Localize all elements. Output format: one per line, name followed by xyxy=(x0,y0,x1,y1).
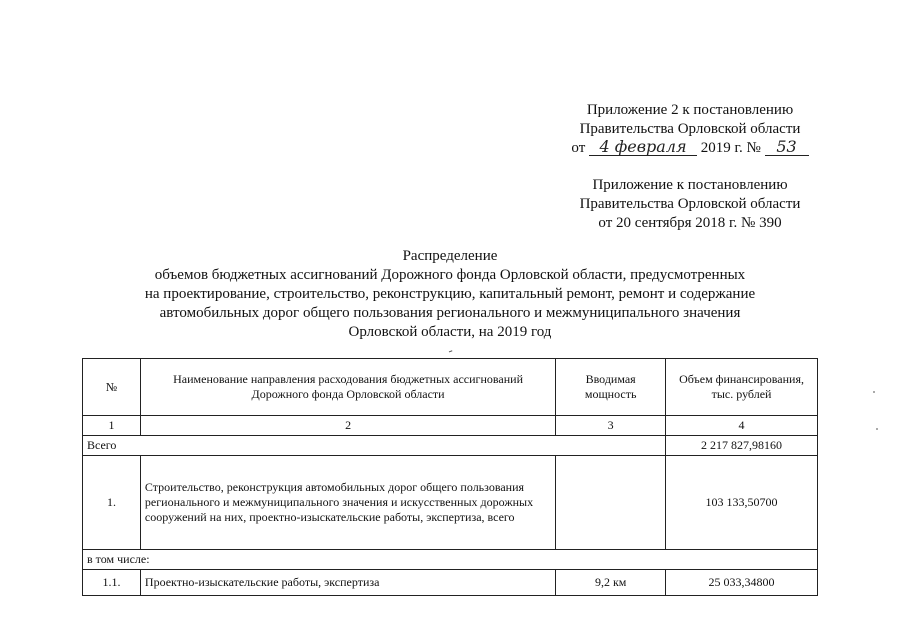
header-capacity: Вводимая мощность xyxy=(556,359,666,416)
handwritten-date: 4 февраля xyxy=(589,139,697,156)
title-line: объемов бюджетных ассигнований Дорожного фонда Орловской области, предусмотренных xyxy=(154,267,746,283)
budget-table xyxy=(82,358,818,596)
col-number: 2 xyxy=(140,416,555,436)
col-number: 3 xyxy=(556,416,666,436)
row-name: Строительство, реконструкция автомобильных дорог общего пользования регионального и межмуниципального значения и искусственных дорожных сооружений на них, проектно-изыскательские работы, экспертиза, всего xyxy=(140,456,555,550)
header-row xyxy=(83,359,818,416)
row-capacity xyxy=(556,456,666,550)
title-line: автомобильных дорог общего пользования регионального и межмуниципального значения xyxy=(159,305,741,321)
title-line: Орловской области, на 2019 год xyxy=(348,324,552,340)
row-capacity: 9,2 км xyxy=(556,570,666,596)
date-prefix: от xyxy=(571,140,586,156)
title-line: на проектирование, строительство, реконструкцию, капитальный ремонт, ремонт и содержание xyxy=(144,286,756,302)
col-number: 4 xyxy=(666,416,818,436)
appendix-line: Приложение к постановлению xyxy=(592,177,788,193)
scan-speck xyxy=(876,428,878,430)
row-amount: 25 033,34800 xyxy=(666,570,818,596)
appendix-line: Приложение 2 к постановлению xyxy=(586,102,794,118)
header-amount: Объем финансирования, тыс. рублей xyxy=(666,359,818,416)
header-num: № xyxy=(83,359,141,416)
scan-speck xyxy=(873,391,875,393)
row-num: 1.1. xyxy=(83,570,141,596)
date-suffix: 2019 г. № xyxy=(700,140,761,156)
row-name: Проектно-изыскательские работы, экспертиза xyxy=(140,570,555,596)
total-label: Всего xyxy=(83,436,666,456)
appendix-original-header xyxy=(530,176,850,233)
document-title xyxy=(120,247,780,342)
appendix-line: Правительства Орловской области xyxy=(579,196,801,212)
appendix-line: Правительства Орловской области xyxy=(579,121,801,137)
row-amount: 103 133,50700 xyxy=(666,456,818,550)
total-amount: 2 217 827,98160 xyxy=(666,436,818,456)
total-row xyxy=(83,436,818,456)
header-name: Наименование направления расходования бюджетных ассигнований Дорожного фонда Орловской области xyxy=(140,359,555,416)
col-number: 1 xyxy=(83,416,141,436)
including-row xyxy=(83,550,818,570)
appendix-2-header xyxy=(540,101,840,158)
table-row xyxy=(83,456,818,550)
pen-mark: ـ xyxy=(446,342,454,356)
handwritten-number: 53 xyxy=(765,139,809,156)
column-numbers-row xyxy=(83,416,818,436)
including-label: в том числе: xyxy=(83,550,818,570)
appendix-line: от 20 сентября 2018 г. № 390 xyxy=(598,215,782,231)
title-line: Распределение xyxy=(402,248,498,264)
appendix-date-line xyxy=(540,139,840,158)
table-row xyxy=(83,570,818,596)
row-num: 1. xyxy=(83,456,141,550)
